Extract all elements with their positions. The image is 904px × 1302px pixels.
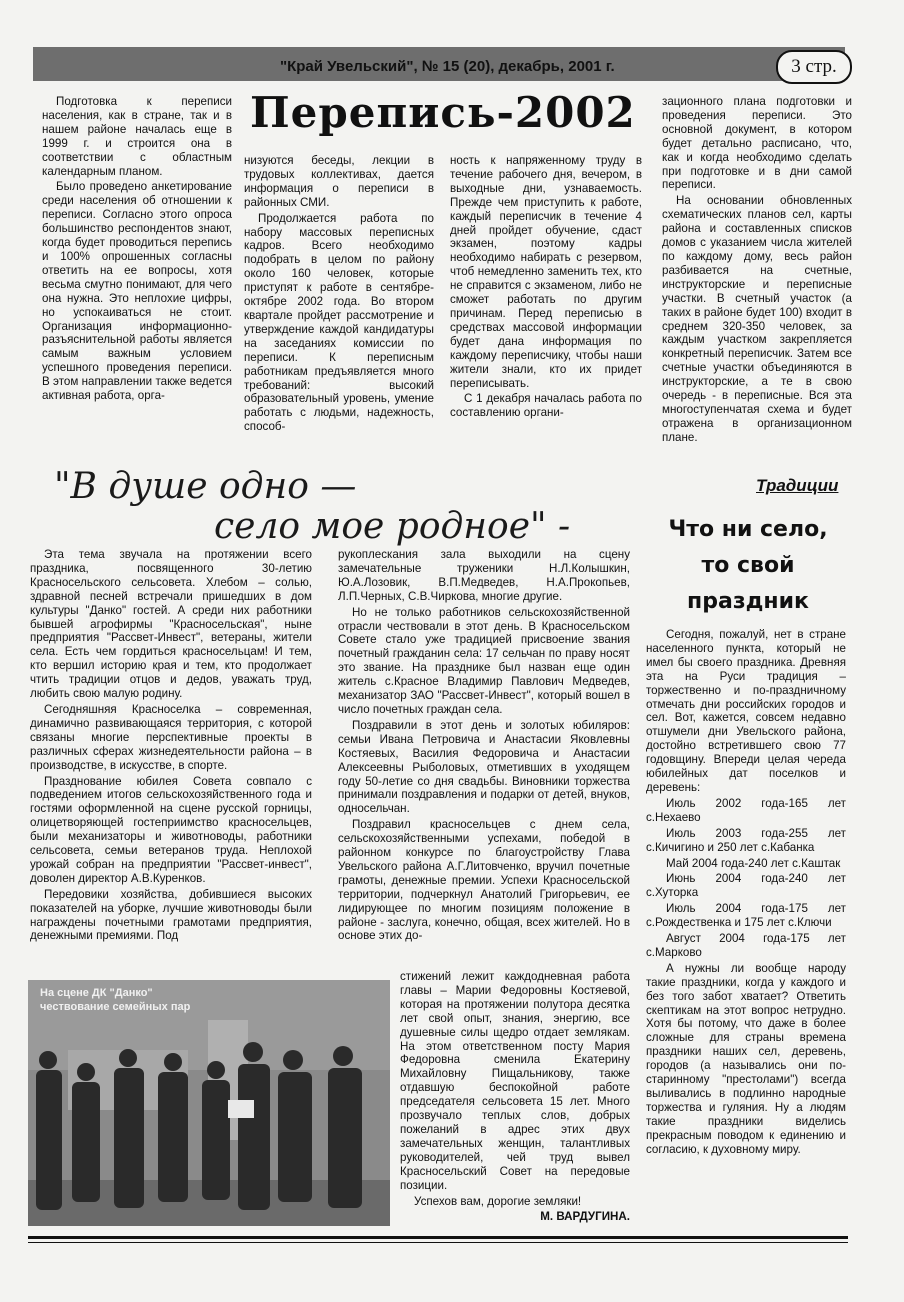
holiday-article-title — [648, 512, 848, 620]
paragraph: С 1 декабря началась работа по составлению органи- — [450, 392, 642, 420]
paragraph: Успехов вам, дорогие земляки! — [414, 1194, 582, 1208]
census-column-3 — [450, 154, 642, 458]
holiday-column — [646, 628, 846, 1238]
paragraph: Но не только работников сельскохозяйственной отрасли чествовали в этот день. В Красносельском Совете стало уже традицией присвоение звания почетный гражданин села: 17 сельчан по праву носят это звание. На празднике был назван еще один житель с.Красное Владимир Павлович Медведев, механизатор ЗАО "Рассвет-Инвест", который вошел в число почетных граждан села. — [338, 605, 630, 716]
photo-caption — [40, 986, 190, 1014]
paragraph: ность к напряженному труду в течение рабочего дня, вечером, в выходные дни, узнаваемость. Прежде чем приступить к работе, каждый переписчик в течение 4 дней пройдет обучение, сдаст экзамен, поэтому кадры необходимо набирать с резервом, чтоб немедленно заменить тех, кто не справится с экзаменом, либо не сможет работать по другим причинам. Перед переписью в средствах массовой информации будет дана информация по каждому переписчику, чтобы наши жители знали, кто их придет переписывать. — [450, 154, 642, 390]
paragraph: Сегодня, пожалуй, нет в стране населенного пункта, который не имел бы своего праздника. Древняя эта на Руси традиция – торжественно и по-праздничному отмечать дни российских городов и сел. Вот, кажется, совсем недавно отшумели дни Увельского района, достойно встретившего свою 77 годовщину. Впереди целая череда юбилейных дат поселков и деревень: — [646, 628, 846, 794]
census-title: Перепись-2002 — [250, 88, 636, 137]
holiday-title-line2: то свой — [701, 553, 795, 578]
paragraph: А нужны ли вообще народу такие праздники, когда у каждого и без того забот хватает? Ответить скептикам на этот вопрос нетрудно. Хотя бы потому, что даже в более сложные для страны времена праздники наших сел, деревень, городов (а назывались они по-старинному "престолами") всегда выливались в подлинно народные торжества и гуляния. Ну а людям такие праздники виделись прекрасным поводом к единению и согласию, к духовному миру. — [646, 961, 846, 1156]
photo-illustration — [28, 980, 390, 1226]
date-item: Июль 2004 года-175 лет с.Рождественка и 175 лет с.Ключи — [646, 902, 846, 930]
census-column-4 — [662, 95, 852, 457]
date-item: Июнь 2004 года-240 лет с.Хуторка — [646, 872, 846, 900]
bottom-rule — [28, 1236, 848, 1239]
village-article-title-line1: "В душе одно — — [54, 466, 357, 507]
paragraph: Поздравил красносельцев с днем села, сельскохозяйственными успехами, победой в районном конкурсе по благоустройству Глава Увельского района А.Г.Литовченко, вручил почетные грамоты, денежные премии. Успехи Красносельской территории, подчеркнул Анатолий Григорьевич, ее лидирующее по многим позициям положение в районе - заслуга, конечно, общая, всех жителей. Но в основе этих до- — [338, 818, 630, 943]
paragraph: Было проведено анкетирование среди населения об отношении к переписи. Согласно этого опроса большинство респондентов знают, когда будет проводиться перепись и 100% опрошенных согласны ответить на ее вопросы, хотя весьма смутно понимают, для чего она нужна. Это неплохие цифры, но успокаиваться не стоит. Организация информационно-разъяснительной работы является самым важным условием успешного проведения переписи. В этом направлении также ведется активная работа, орга- — [42, 180, 232, 403]
paragraph: На основании обновленных схематических планов сел, карты района и составленных списков домов с указанием числа жителей по каждому дому, весь район разбивается на счетные, инструкторские и переписные участки. В счетный участок (а таких в районе будет 100) входит в среднем 320-350 человек, за каждым участком закрепляется конкретный переписчик. Затем все счетные участки объединяются в инструкторские, а те в свою очередь - в переписные. Вся эта многоступенчатая схема и будет отражена в организационном плане. — [662, 194, 852, 444]
paragraph: Эта тема звучала на протяжении всего праздника, посвященного 30-летию Красносельского сельсовета. Хлебом – солью, здравной песней встречали пришедших в дом культуры "Данко" гостей. А среди них работники бывшей агрофирмы "Красносельская", ныне предприятия "Рассвет-Инвест", ветераны, жители села. Есть чем гордиться красносельцам! И тем, кто вершил историю края и тем, кто продолжает чтить традиции отцов и дедов, уважать труд, любить свою малую родину. — [30, 548, 312, 701]
paragraph: Подготовка к переписи населения, как в стране, так и в нашем районе началась еще в 1999 г. и строится она в соответствии с областным календарным планом. — [42, 95, 232, 178]
date-item: Июль 2002 года-165 лет с.Нехаево — [646, 796, 846, 824]
village-article-title-line2: село мое родное" - — [214, 506, 571, 547]
date-item: Август 2004 года-175 лет с.Марково — [646, 932, 846, 959]
village-column-1 — [30, 548, 312, 968]
holiday-title-line1: Что ни село, — [668, 517, 828, 542]
census-column-2 — [244, 154, 434, 458]
paragraph: Празднование юбилея Совета совпало с подведением итогов сельскохозяйственного года и гостями оформленной на сцене русской горницы, олицетворяющей гостеприимство красносельцев, были механизаторы и животноводы, работники сельсовета, семьи ветеранов труда. Неплохой урожай собран на предприятии "Рассвет-инвест", доволен директор А.В.Куренков. — [30, 774, 312, 885]
event-photo — [28, 980, 390, 1226]
village-column-2 — [338, 548, 630, 968]
bottom-rule-thin — [28, 1242, 848, 1243]
page-number-badge: 3 стр. — [776, 50, 852, 84]
masthead-text: "Край Увельский", № 15 (20), декабрь, 2001 г. — [280, 58, 615, 75]
date-item: Май 2004 года-240 лет с.Каштак — [666, 856, 841, 870]
paragraph: Передовики хозяйства, добившиеся высоких показателей на уборке, лучшие животноводы были награждены почетными грамотами предприятия, денежными премиями. Под — [30, 887, 312, 943]
author-signature: М. ВАРДУГИНА. — [540, 1210, 630, 1224]
rubric-traditions: Традиции — [756, 476, 839, 495]
date-item: Июль 2003 года-255 лет с.Кичигино и 250 лет с.Кабанка — [646, 826, 846, 854]
paragraph: стижений лежит каждодневная работа главы – Марии Федоровны Костяевой, которая на протяжении полутора десятка лет свой опыт, знания, энергию, все душевные силы щедро отдает землякам. На этом ответственном посту Мария Федоровна сменила Екатерину Михайловну Пищальникову, также отдавшую беспокойной работе председателя сельсовета 15 лет. Много прозвучало теплых слов, добрых пожеланий в адрес этих двух замечательных женщин, талантливых руководителей, чей труд вывел Красносельский Совет на передовые позиции. — [400, 970, 630, 1192]
paragraph: рукоплескания зала выходили на сцену замечательные труженики Н.Л.Колышкин, Ю.А.Лозовик, В.П.Медведев, Н.А.Прокопьев, Л.П.Черных, С.В.Чиркова, многие другие. — [338, 548, 630, 603]
paragraph: Сегодняшняя Красноселка – современная, динамично развивающаяся территория, с которой связаны многие перспективные проекты в различных сферах жизнедеятельности района – в производстве, в искусстве, в спорте. — [30, 702, 312, 772]
paragraph: Продолжается работа по набору массовых переписных кадров. Всего необходимо подобрать в целом по району около 160 человек, которые приступят к работе в сентябре-октябре 2002 года. Во втором квартале пройдет рассмотрение и утверждение каждой кандидатуры на заседаниях комиссии по переписи. К переписным работникам предъявляется много требований: высокий образовательный уровень, умение работать с людьми, надежность, способ- — [244, 211, 434, 434]
paragraph: зационного плана подготовки и проведения переписи. Это основной документ, в котором будет детально расписано, что, как и когда необходимо сделать при подготовке и в дни самой переписи. — [662, 95, 852, 192]
photo-caption-line1: На сцене ДК "Данко" — [40, 987, 153, 999]
holiday-title-line3: праздник — [687, 589, 809, 614]
photo-caption-line2: чествование семейных пар — [40, 1001, 191, 1013]
paragraph: Поздравили в этот день и золотых юбиляров: семьи Ивана Петровича и Анастасии Яковлевны Костяевых, Василия Федоровича и Анастасии Алексеевны Рыболовых, отметивших в уходящем году 50-летие со дня свадьбы. Виновники торжества принимали поздравления и подарки от детей, внуков, односельчан. — [338, 718, 630, 816]
paragraph: низуются беседы, лекции в трудовых коллективах, дается информация о переписи в районных СМИ. — [244, 154, 434, 209]
village-column-2-tail — [400, 970, 630, 1232]
census-column-1 — [42, 95, 232, 457]
